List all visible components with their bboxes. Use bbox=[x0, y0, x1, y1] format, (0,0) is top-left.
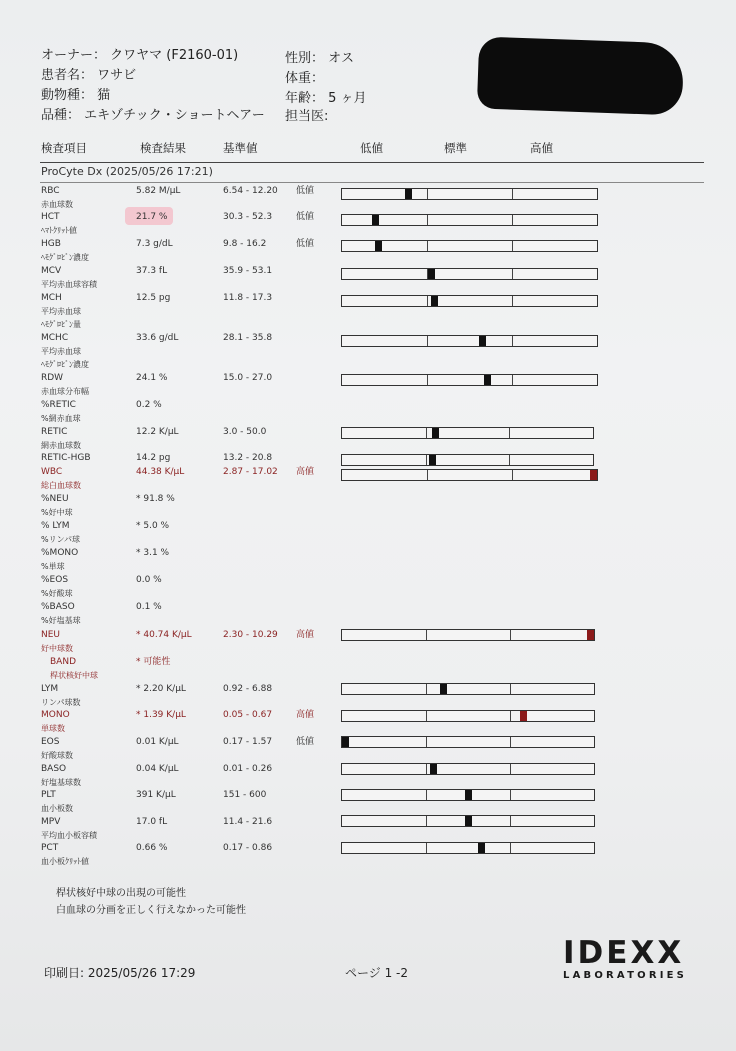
row-sub: 単球数 bbox=[41, 724, 65, 733]
range-marker bbox=[430, 764, 437, 774]
range-bar bbox=[341, 815, 595, 827]
sex-line: 性別： オス bbox=[285, 51, 355, 66]
range-bar bbox=[341, 427, 594, 439]
range-marker bbox=[440, 684, 447, 694]
row-sub: 平均赤血球 bbox=[41, 347, 81, 356]
row-result: 21.7 % bbox=[136, 212, 168, 222]
row-flag: 高値 bbox=[296, 630, 315, 640]
breed-line: 品種： エキゾチック・ショートヘアー bbox=[41, 108, 265, 123]
range-bar bbox=[341, 683, 595, 695]
range-marker bbox=[465, 816, 472, 826]
row-name: LYM bbox=[41, 684, 59, 694]
row-result: 33.6 g/dL bbox=[136, 333, 179, 343]
row-result: * 3.1 % bbox=[136, 548, 170, 558]
row-flag: 低値 bbox=[296, 186, 315, 196]
row-sub: 赤血球数 bbox=[41, 200, 73, 209]
row-name: BAND bbox=[50, 657, 76, 667]
row-range: 0.17 - 0.86 bbox=[223, 843, 273, 853]
note-1: 桿状核好中球の出現の可能性 bbox=[56, 888, 186, 899]
section-title: ProCyte Dx (2025/05/26 17:21) bbox=[41, 165, 213, 178]
range-bar bbox=[341, 763, 595, 775]
row-name: EOS bbox=[41, 737, 60, 747]
range-bar bbox=[341, 188, 598, 200]
row-name: PCT bbox=[41, 843, 59, 853]
row-range: 13.2 - 20.8 bbox=[223, 453, 273, 463]
row-range: 0.05 - 0.67 bbox=[223, 710, 273, 720]
range-bar bbox=[341, 710, 595, 722]
row-name: MONO bbox=[41, 710, 70, 720]
col-result: 検査結果 bbox=[140, 141, 186, 155]
row-name: MCHC bbox=[41, 333, 69, 343]
row-name: MCV bbox=[41, 266, 62, 276]
row-name: %NEU bbox=[41, 494, 69, 504]
range-bar bbox=[341, 214, 598, 226]
range-marker bbox=[405, 189, 412, 199]
print-date: 印刷日: 2025/05/26 17:29 bbox=[44, 966, 196, 980]
row-range: 30.3 - 52.3 bbox=[223, 212, 273, 222]
row-sub: %好塩基球 bbox=[41, 616, 81, 625]
range-marker bbox=[428, 269, 435, 279]
row-name: RETIC bbox=[41, 427, 68, 437]
col-low: 低値 bbox=[360, 141, 383, 155]
row-result: 5.82 M/μL bbox=[136, 186, 181, 196]
range-bar bbox=[341, 335, 598, 347]
row-sub: 平均赤血球容積 bbox=[41, 280, 97, 289]
range-marker bbox=[484, 375, 491, 385]
range-marker bbox=[479, 336, 486, 346]
row-sub: 好中球数 bbox=[41, 644, 73, 653]
col-reference: 基準値 bbox=[223, 141, 258, 155]
row-sub: リンパ球数 bbox=[41, 698, 81, 707]
row-result: * 2.20 K/μL bbox=[136, 684, 186, 694]
row-result: 14.2 pg bbox=[136, 453, 171, 463]
range-marker bbox=[587, 630, 594, 640]
row-range: 2.87 - 17.02 bbox=[223, 467, 278, 477]
range-marker bbox=[429, 455, 436, 465]
row-sub2: ﾍﾓｸﾞﾛﾋﾞﾝ濃度 bbox=[41, 360, 89, 369]
col-normal: 標準 bbox=[444, 141, 467, 155]
range-bar bbox=[341, 374, 598, 386]
row-result: 12.2 K/μL bbox=[136, 427, 179, 437]
logo-main: IDEXX bbox=[563, 935, 685, 971]
row-range: 0.92 - 6.88 bbox=[223, 684, 273, 694]
row-sub: 血小板ｸﾘｯﾄ値 bbox=[41, 857, 89, 866]
row-result: 0.04 K/μL bbox=[136, 764, 179, 774]
row-flag: 低値 bbox=[296, 239, 315, 249]
row-name: HGB bbox=[41, 239, 61, 249]
row-name: %RETIC bbox=[41, 400, 76, 410]
row-name: %EOS bbox=[41, 575, 69, 585]
range-bar bbox=[341, 789, 595, 801]
row-name: HCT bbox=[41, 212, 60, 222]
row-result: 0.0 % bbox=[136, 575, 162, 585]
row-sub: 網赤血球数 bbox=[41, 441, 81, 450]
section-rule bbox=[40, 182, 704, 183]
row-sub2: ﾍﾓｸﾞﾛﾋﾞﾝ量 bbox=[41, 320, 81, 329]
row-name: %MONO bbox=[41, 548, 79, 558]
row-flag: 高値 bbox=[296, 710, 315, 720]
row-result: * 1.39 K/μL bbox=[136, 710, 186, 720]
row-name: MCH bbox=[41, 293, 62, 303]
row-sub: %単球 bbox=[41, 562, 65, 571]
row-sub: ﾍﾏﾄｸﾘｯﾄ値 bbox=[41, 226, 77, 235]
range-marker bbox=[375, 241, 382, 251]
row-sub: 桿状核好中球 bbox=[50, 671, 98, 680]
page-number: ページ 1 -2 bbox=[345, 966, 408, 980]
range-bar bbox=[341, 268, 598, 280]
range-bar bbox=[341, 736, 595, 748]
row-result: 37.3 fL bbox=[136, 266, 168, 276]
note-2: 白血球の分画を正しく行えなかった可能性 bbox=[56, 905, 246, 916]
range-bar bbox=[341, 469, 598, 481]
row-result: * 可能性 bbox=[136, 657, 171, 667]
row-result: 17.0 fL bbox=[136, 817, 168, 827]
row-result: 12.5 pg bbox=[136, 293, 171, 303]
row-result: * 40.74 K/μL bbox=[136, 630, 192, 640]
row-sub: 好塩基球数 bbox=[41, 778, 81, 787]
range-marker bbox=[478, 843, 485, 853]
row-name: BASO bbox=[41, 764, 67, 774]
row-sub: 平均赤血球 bbox=[41, 307, 81, 316]
row-name: MPV bbox=[41, 817, 61, 827]
row-flag: 低値 bbox=[296, 737, 315, 747]
row-range: 15.0 - 27.0 bbox=[223, 373, 273, 383]
patient-line: 患者名： ワサビ bbox=[41, 68, 137, 83]
col-high: 高値 bbox=[530, 141, 553, 155]
range-marker bbox=[465, 790, 472, 800]
row-range: 0.17 - 1.57 bbox=[223, 737, 273, 747]
logo-sub: LABORATORIES bbox=[563, 970, 688, 981]
row-flag: 低値 bbox=[296, 212, 315, 222]
row-range: 11.4 - 21.6 bbox=[223, 817, 273, 827]
row-result: 7.3 g/dL bbox=[136, 239, 173, 249]
row-range: 0.01 - 0.26 bbox=[223, 764, 273, 774]
range-marker bbox=[520, 711, 527, 721]
owner-line: オーナー： クワヤマ (F2160-01) bbox=[41, 48, 239, 63]
row-name: PLT bbox=[41, 790, 56, 800]
row-range: 9.8 - 16.2 bbox=[223, 239, 267, 249]
row-range: 28.1 - 35.8 bbox=[223, 333, 273, 343]
header-rule bbox=[40, 162, 704, 163]
species-line: 動物種： 猫 bbox=[41, 88, 111, 103]
row-result: 391 K/μL bbox=[136, 790, 176, 800]
row-sub: 好酸球数 bbox=[41, 751, 73, 760]
row-name: RDW bbox=[41, 373, 64, 383]
row-result: 0.1 % bbox=[136, 602, 162, 612]
row-sub: 赤血球分布幅 bbox=[41, 387, 89, 396]
row-range: 11.8 - 17.3 bbox=[223, 293, 273, 303]
range-bar bbox=[341, 240, 598, 252]
row-result: * 5.0 % bbox=[136, 521, 170, 531]
row-name: WBC bbox=[41, 467, 63, 477]
range-bar bbox=[341, 629, 595, 641]
row-result: 44.38 K/μL bbox=[136, 467, 185, 477]
range-marker bbox=[432, 428, 439, 438]
row-flag: 高値 bbox=[296, 467, 315, 477]
range-bar bbox=[341, 454, 594, 466]
row-name: %BASO bbox=[41, 602, 75, 612]
range-bar bbox=[341, 842, 595, 854]
row-sub: 総白血球数 bbox=[41, 481, 81, 490]
weight-line: 体重： bbox=[285, 71, 325, 86]
row-range: 3.0 - 50.0 bbox=[223, 427, 267, 437]
row-name: NEU bbox=[41, 630, 61, 640]
range-bar bbox=[341, 295, 598, 307]
row-range: 35.9 - 53.1 bbox=[223, 266, 273, 276]
row-sub: %網赤血球 bbox=[41, 414, 81, 423]
row-sub: %好中球 bbox=[41, 508, 73, 517]
row-result: 0.66 % bbox=[136, 843, 168, 853]
range-marker bbox=[372, 215, 379, 225]
row-sub: 平均血小板容積 bbox=[41, 831, 97, 840]
row-sub: 血小板数 bbox=[41, 804, 73, 813]
row-sub: %リンパ球 bbox=[41, 535, 81, 544]
range-marker bbox=[342, 737, 349, 747]
range-marker bbox=[590, 470, 597, 480]
row-name: RBC bbox=[41, 186, 60, 196]
row-result: 0.2 % bbox=[136, 400, 162, 410]
row-name: RETIC-HGB bbox=[41, 453, 91, 463]
redaction-mark bbox=[477, 36, 684, 115]
age-line: 年齢： 5 ヶ月 bbox=[285, 91, 367, 106]
row-sub: ﾍﾓｸﾞﾛﾋﾞﾝ濃度 bbox=[41, 253, 89, 262]
row-name: % LYM bbox=[41, 521, 70, 531]
row-result: * 91.8 % bbox=[136, 494, 175, 504]
idexx-logo bbox=[563, 935, 688, 981]
row-sub: %好酸球 bbox=[41, 589, 73, 598]
doctor-line: 担当医: bbox=[285, 109, 329, 124]
row-range: 6.54 - 12.20 bbox=[223, 186, 278, 196]
row-result: 24.1 % bbox=[136, 373, 168, 383]
col-item: 検査項目 bbox=[41, 141, 87, 155]
row-range: 2.30 - 10.29 bbox=[223, 630, 278, 640]
row-range: 151 - 600 bbox=[223, 790, 267, 800]
range-marker bbox=[431, 296, 438, 306]
row-result: 0.01 K/μL bbox=[136, 737, 179, 747]
